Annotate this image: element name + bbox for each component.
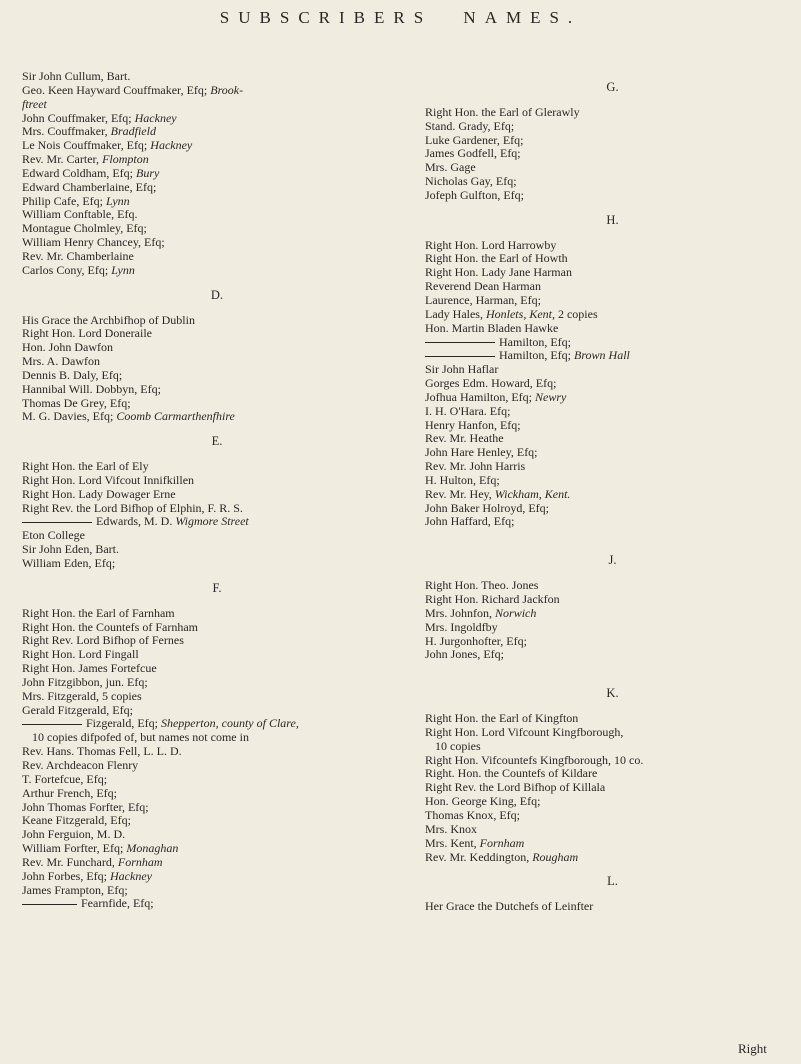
subscriber-entry — [22, 98, 412, 112]
entry-text: William Forfter, Efq; — [22, 841, 127, 856]
entry-text: Right Hon. Theo. Jones — [425, 578, 539, 593]
subscriber-entry — [22, 250, 412, 264]
subscriber-entry — [22, 70, 412, 84]
catchword: Right — [738, 1041, 767, 1056]
subscriber-entry — [22, 745, 412, 759]
subscriber-entry — [425, 391, 800, 405]
subscriber-entry — [425, 134, 800, 148]
entry-text: Philip Cafe, Efq; — [22, 193, 106, 208]
subscriber-entry — [22, 460, 412, 474]
subscriber-entry — [22, 397, 412, 411]
subscriber-entry — [22, 884, 412, 898]
entry-text: Mrs. Knox — [425, 821, 478, 836]
entry-text: Arthur French, Efq; — [22, 785, 117, 800]
subscriber-entry — [22, 314, 412, 328]
entry-text: John Thomas Forfter, Efq; — [22, 799, 149, 814]
subscriber-entry — [425, 712, 800, 726]
subscriber-entry — [425, 502, 800, 516]
subscriber-entry — [425, 106, 800, 120]
subscriber-entry — [22, 787, 412, 801]
entry-place-italic: Norwich — [495, 605, 537, 620]
entry-text: Nicholas Gay, Efq; — [425, 174, 517, 189]
subscriber-entry — [22, 327, 412, 341]
entry-text: Right Hon. the Countefs of Farnham — [22, 619, 198, 634]
entry-text: Geo. Keen Hayward Couffmaker, Efq; — [22, 82, 211, 97]
subscriber-entry — [22, 84, 412, 98]
subscriber-entry — [425, 515, 800, 529]
entry-text: Right Hon. the Earl of Ely — [22, 459, 149, 474]
entry-text: John Forbes, Efq; — [22, 868, 110, 883]
entry-text: John Couffmaker, Efq; — [22, 110, 135, 125]
entry-text: Right Hon. the Earl of Farnham — [22, 605, 175, 620]
entry-text: 10 copies difpofed of, but names not come in — [32, 730, 249, 745]
subscriber-entry — [22, 529, 412, 543]
section-letter-heading: J. — [608, 553, 617, 568]
subscriber-entry — [22, 125, 412, 139]
subscriber-entry — [22, 502, 412, 516]
entry-text: Right Rev. the Lord Bifhop of Elphin, F. R. S. — [22, 500, 243, 515]
entry-text: Keane Fitzgerald, Efq; — [22, 813, 131, 828]
subscriber-entry — [425, 648, 800, 662]
subscriber-entry — [425, 607, 800, 621]
subscriber-entry — [22, 369, 412, 383]
entry-text: Rev. Mr. Hey, — [425, 486, 495, 501]
entry-text: Edward Coldham, Efq; — [22, 165, 136, 180]
subscriber-entry — [425, 740, 800, 754]
entry-text: William Henry Chancey, Efq; — [22, 235, 165, 250]
subscriber-entry — [425, 336, 800, 350]
entry-text: John Baker Holroyd, Efq; — [425, 500, 549, 515]
entry-place-italic: Monaghan — [126, 841, 179, 856]
subscriber-entry — [22, 488, 412, 502]
entry-place-italic: Newry — [534, 389, 567, 404]
entry-text: Sir John Cullum, Bart. — [22, 69, 131, 83]
subscriber-entry — [425, 851, 800, 865]
subscriber-entry — [22, 153, 412, 167]
subscriber-entry — [425, 900, 800, 914]
entry-text: Fizgerald, Efq; — [86, 716, 161, 731]
entry-text: Right Rev. Lord Bifhop of Fernes — [22, 633, 184, 648]
entry-text: Right Hon. Lord Vifcout Innifkillen — [22, 472, 195, 487]
section-spacer — [425, 662, 800, 676]
entry-text: Mrs. A. Dawfon — [22, 354, 100, 369]
entry-place-italic: Lynn — [106, 193, 130, 208]
entry-text: T. Fortefcue, Efq; — [22, 771, 108, 786]
subscriber-entry — [425, 189, 800, 203]
entry-text: 10 copies — [435, 738, 481, 753]
subscriber-entry — [425, 726, 800, 740]
subscriber-entry — [22, 474, 412, 488]
entry-text: Rev. Hans. Thomas Fell, L. L. D. — [22, 744, 182, 759]
entry-place-italic: Fornham — [117, 854, 163, 869]
subscriber-entry — [22, 842, 412, 856]
subscriber-entry — [22, 731, 412, 745]
subscriber-entry — [425, 460, 800, 474]
subscriber-entry — [22, 167, 412, 181]
entry-place-italic: Hackney — [110, 868, 152, 883]
subscriber-entry — [22, 828, 412, 842]
subscriber-entry — [22, 236, 412, 250]
entry-text: Mrs. Gage — [425, 160, 476, 175]
subscriber-entry — [22, 634, 412, 648]
entry-text: Right Hon. Lady Dowager Erne — [22, 486, 176, 501]
entry-place-italic: ftreet — [22, 96, 47, 111]
entry-text: Hon. John Dawfon — [22, 340, 113, 355]
section-letter-heading: E. — [211, 434, 223, 449]
entry-text: Hon. Martin Bladen Hawke — [425, 320, 559, 335]
subscriber-entry — [22, 717, 412, 731]
subscriber-entry — [425, 593, 800, 607]
entry-text: Hannibal Will. Dobbyn, Efq; — [22, 381, 161, 396]
entry-text: William Eden, Efq; — [22, 556, 116, 570]
entry-text: Mrs. Kent, — [425, 835, 480, 850]
subscriber-entry — [425, 621, 800, 635]
section-letter-heading: F. — [212, 580, 222, 595]
subscriber-entry — [22, 856, 412, 870]
subscriber-entry — [425, 322, 800, 336]
subscriber-entry — [22, 690, 412, 704]
entry-text: H. Hulton, Efq; — [425, 472, 500, 487]
entry-text: Rev. Mr. Carter, — [22, 152, 103, 167]
entry-place-italic: Wigmore Street — [175, 514, 249, 529]
entry-place-italic: Shepperton, county of Clare, — [160, 716, 299, 731]
subscriber-entry — [22, 662, 412, 676]
subscriber-column-left — [22, 70, 412, 911]
entry-text: Rev. Mr. John Harris — [425, 459, 526, 474]
entry-text: Sir John Eden, Bart. — [22, 542, 119, 557]
subscriber-entry — [425, 377, 800, 391]
subscriber-entry — [22, 676, 412, 690]
entry-text: Rev. Mr. Heathe — [425, 431, 504, 446]
entry-place-italic: Wickham, Kent. — [494, 486, 571, 501]
subscriber-entry — [425, 809, 800, 823]
subscriber-column-right — [425, 70, 800, 914]
entry-text: Laurence, Harman, Efq; — [425, 292, 541, 307]
entry-text: Rev. Mr. Keddington, — [425, 849, 533, 864]
subscriber-entry — [425, 579, 800, 593]
entry-text: John Ferguion, M. D. — [22, 827, 126, 842]
subscriber-entry — [22, 897, 412, 911]
subscriber-entry — [425, 294, 800, 308]
entry-text: Dennis B. Daly, Efq; — [22, 367, 123, 382]
entry-text: Right Hon. Vifcountefs Kingfborough, 10 co. — [425, 752, 644, 767]
entry-text: Hamilton, Efq; — [499, 348, 574, 363]
entry-text: Edward Chamberlaine, Efq; — [22, 179, 157, 194]
entry-place-italic: Flompton — [102, 152, 149, 167]
entry-text: Right Rev. the Lord Bifhop of Killala — [425, 780, 606, 795]
subscriber-entry — [425, 635, 800, 649]
subscriber-entry — [22, 341, 412, 355]
entry-text: Le Nois Couffmaker, Efq; — [22, 138, 151, 153]
entry-place-italic: Bury — [135, 165, 160, 180]
entry-text: John Haffard, Efq; — [425, 514, 515, 529]
entry-place-italic: Fornham — [479, 835, 525, 850]
entry-place-italic: Hackney — [150, 138, 193, 153]
entry-text: I. H. O'Hara. Efq; — [425, 403, 511, 418]
subscriber-entry — [22, 355, 412, 369]
subscriber-entry — [425, 837, 800, 851]
entry-text: Right Hon. James Fortefcue — [22, 661, 157, 676]
entry-text: James Godfell, Efq; — [425, 146, 521, 161]
entry-text: M. G. Davies, Efq; — [22, 409, 117, 424]
section-letter-heading: G. — [606, 80, 619, 94]
subscriber-entry — [22, 139, 412, 153]
subscriber-entry — [425, 363, 800, 377]
subscriber-entry — [22, 814, 412, 828]
entry-text: Gerald Fitzgerald, Efq; — [22, 702, 133, 717]
subscriber-entry — [22, 648, 412, 662]
entry-text: His Grace the Archbifhop of Dublin — [22, 312, 195, 327]
entry-place-italic: Lynn — [111, 262, 135, 277]
subscriber-entry — [22, 557, 412, 571]
subscriber-entry — [22, 112, 412, 126]
entry-text: James Frampton, Efq; — [22, 882, 128, 897]
section-letter-heading: D. — [210, 287, 224, 302]
ditto-dash — [22, 522, 92, 523]
subscriber-entry — [425, 795, 800, 809]
entry-text: Right Hon. Richard Jackfon — [425, 592, 560, 606]
entry-place-italic: Brook- — [210, 82, 244, 97]
entry-place-italic: Rougham — [532, 849, 579, 864]
entry-place-italic: Honlets, Kent, — [485, 306, 555, 321]
entry-text: Mrs. Johnfon, — [425, 605, 496, 620]
subscriber-entry — [22, 208, 412, 222]
entry-text: Right Hon. Lord Vifcount Kingfborough, — [425, 724, 624, 739]
entry-text: Lady Hales, — [425, 306, 486, 321]
entry-text: Fearnfide, Efq; — [81, 896, 154, 911]
subscriber-entry — [425, 754, 800, 768]
entry-text: Rev. Mr. Chamberlaine — [22, 248, 134, 263]
subscriber-entry — [22, 607, 412, 621]
entry-text: Right Hon. the Earl of Howth — [425, 251, 568, 266]
entry-text: Jofeph Gulfton, Efq; — [425, 187, 524, 202]
subscriber-entry — [22, 383, 412, 397]
subscriber-entry — [425, 252, 800, 266]
subscriber-entry — [22, 264, 412, 278]
entry-text: Hamilton, Efq; — [499, 334, 571, 349]
entry-text: Right Hon. Lord Doneraile — [22, 326, 152, 341]
subscriber-entry — [425, 161, 800, 175]
entry-text: Right. Hon. the Countefs of Kildare — [425, 766, 598, 781]
subscriber-entry — [425, 419, 800, 433]
subscriber-entry — [22, 410, 412, 424]
entry-text: Stand. Grady, Efq; — [425, 118, 515, 133]
entry-text: Carlos Cony, Efq; — [22, 262, 112, 277]
subscriber-entry — [425, 405, 800, 419]
subscriber-entry — [22, 515, 412, 529]
entry-text: Her Grace the Dutchefs of Leinfter — [425, 899, 594, 914]
section-letter-heading: K. — [606, 686, 619, 701]
subscriber-entry — [425, 432, 800, 446]
entry-text: Hon. George King, Efq; — [425, 794, 541, 809]
entry-text: H. Jurgonhofter, Efq; — [425, 633, 527, 648]
subscriber-entry — [22, 195, 412, 209]
entry-text: 2 copies — [554, 306, 598, 321]
section-spacer — [425, 529, 800, 543]
subscriber-entry — [425, 781, 800, 795]
ditto-dash — [22, 724, 82, 725]
subscriber-entry — [22, 870, 412, 884]
section-letter-heading: L. — [607, 874, 618, 889]
page-title: SUBSCRIBERS NAMES. — [219, 8, 582, 27]
ditto-dash — [425, 356, 495, 357]
entry-text: John Fitzgibbon, jun. Efq; — [22, 674, 148, 689]
subscriber-entry — [22, 543, 412, 557]
entry-text: William Conftable, Efq. — [22, 207, 138, 222]
subscriber-entry — [22, 801, 412, 815]
subscriber-entry — [425, 446, 800, 460]
subscriber-entry — [425, 349, 800, 363]
entry-text: Edwards, M. D. — [96, 514, 176, 529]
subscriber-entry — [425, 767, 800, 781]
entry-text: John Hare Henley, Efq; — [425, 445, 538, 460]
subscriber-entry — [425, 175, 800, 189]
entry-text: Right Hon. the Earl of Glerawly — [425, 104, 580, 119]
subscriber-entry — [425, 239, 800, 253]
ditto-dash — [22, 904, 77, 905]
entry-text: Right Hon. Lord Harrowby — [425, 237, 557, 252]
entry-text: Mrs. Ingoldfby — [425, 619, 498, 634]
entry-text: Rev. Mr. Funchard, — [22, 854, 118, 869]
subscriber-entry — [22, 181, 412, 195]
entry-text: Henry Hanfon, Efq; — [425, 417, 521, 432]
entry-text: Gorges Edm. Howard, Efq; — [425, 376, 557, 391]
subscriber-entry — [425, 308, 800, 322]
entry-text: Mrs. Couffmaker, — [22, 124, 111, 139]
section-letter-heading: H. — [606, 212, 619, 227]
subscriber-entry — [22, 222, 412, 236]
subscriber-entry — [425, 120, 800, 134]
entry-text: Right Hon. the Earl of Kingfton — [425, 711, 579, 726]
entry-text: Mrs. Fitzgerald, 5 copies — [22, 688, 142, 703]
entry-text: Reverend Dean Harman — [425, 279, 541, 294]
entry-text: Luke Gardener, Efq; — [425, 132, 524, 147]
subscriber-entry — [425, 823, 800, 837]
entry-place-italic: Coomb Carmarthenfhire — [116, 409, 235, 424]
ditto-dash — [425, 342, 495, 343]
entry-text: Thomas De Grey, Efq; — [22, 395, 131, 410]
entry-text: Right Hon. Lady Jane Harman — [425, 265, 572, 280]
entry-text: Rev. Archdeacon Flenry — [22, 757, 139, 772]
entry-text: Jofhua Hamilton, Efq; — [425, 389, 535, 404]
entry-text: Eton College — [22, 528, 85, 543]
entry-place-italic: Hackney — [134, 110, 177, 125]
subscriber-entry — [425, 488, 800, 502]
entry-text: Right Hon. Lord Fingall — [22, 647, 139, 662]
subscriber-entry — [425, 147, 800, 161]
entry-place-italic: Bradfield — [110, 124, 156, 139]
subscriber-entry — [425, 266, 800, 280]
entry-text: Thomas Knox, Efq; — [425, 807, 520, 822]
entry-text: Sir John Haflar — [425, 362, 499, 377]
subscriber-entry — [22, 704, 412, 718]
entry-text: Montague Cholmley, Efq; — [22, 221, 147, 236]
entry-place-italic: Brown Hall — [574, 348, 630, 363]
subscriber-entry — [425, 280, 800, 294]
subscriber-entry — [425, 474, 800, 488]
subscriber-entry — [22, 621, 412, 635]
subscriber-entry — [22, 773, 412, 787]
subscriber-entry — [22, 759, 412, 773]
entry-text: John Jones, Efq; — [425, 647, 504, 662]
